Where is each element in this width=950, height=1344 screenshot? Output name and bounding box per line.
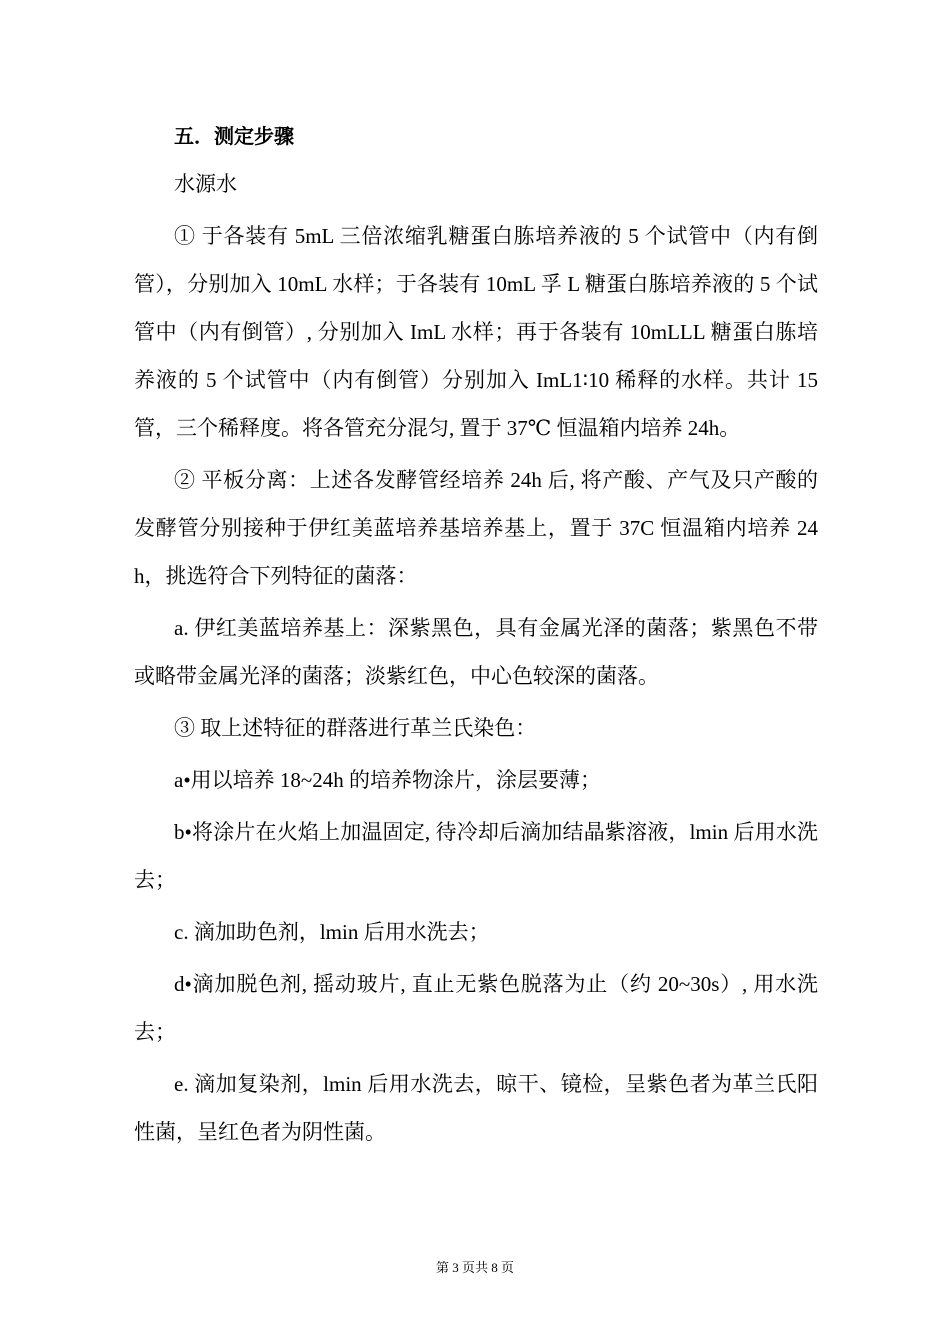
paragraph-stain-e: e. 滴加复染剂，lmin 后用水洗去，晾干、镜检，呈紫色者为革兰氏阳性菌，呈红色者为阴性菌。 [134,1072,818,1144]
paragraph-step-1: ① 于各装有 5mL 三倍浓缩乳糖蛋白胨培养液的 5 个试管中（内有倒管），分别加入 10mL 水样；于各装有 10mL 孚 L 糖蛋白胨培养液的 5 个试管中（内有倒管）, 分别加入 ImL 水样；再于各装有 10mLLL 糖蛋白胨培养液的 5 个试管中（内有倒管）分别加入 ImL1∶10 稀释的水样。共计 15 管，三个稀释度。将各管充分混匀, 置于 37℃ 恒温箱内培养 24h。 [134,224,818,440]
paragraph-stain-c: c. 滴加助色剂，lmin 后用水洗去； [174,920,490,944]
paragraph-stain-a: a•用以培养 18~24h 的培养物涂片，涂层要薄； [174,768,602,792]
paragraph-step-3: ③ 取上述特征的群落进行革兰氏染色： [174,716,537,740]
document-body [134,112,818,1156]
section-heading: 五．测定步骤 [174,124,294,148]
paragraph-step-2: ② 平板分离：上述各发酵管经培养 24h 后, 将产酸、产气及只产酸的发酵管分别接种于伊红美蓝培养基培养基上，置于 37C 恒温箱内培养 24h，挑选符合下列特征的菌落： [134,468,818,588]
paragraph-colony-features: a. 伊红美蓝培养基上：深紫黑色，具有金属光泽的菌落；紫黑色不带或略带金属光泽的菌落；淡紫红色，中心色较深的菌落。 [134,616,818,688]
paragraph-stain-d: d•滴加脱色剂, 摇动玻片, 直止无紫色脱落为止（约 20~30s）, 用水洗去； [134,972,818,1044]
section-subheading: 水源水 [174,172,237,196]
page-number-footer: 第 3 页共 8 页 [435,1260,514,1275]
paragraph-stain-b: b•将涂片在火焰上加温固定, 待冷却后滴加结晶紫溶液，lmin 后用水洗去； [134,820,818,892]
